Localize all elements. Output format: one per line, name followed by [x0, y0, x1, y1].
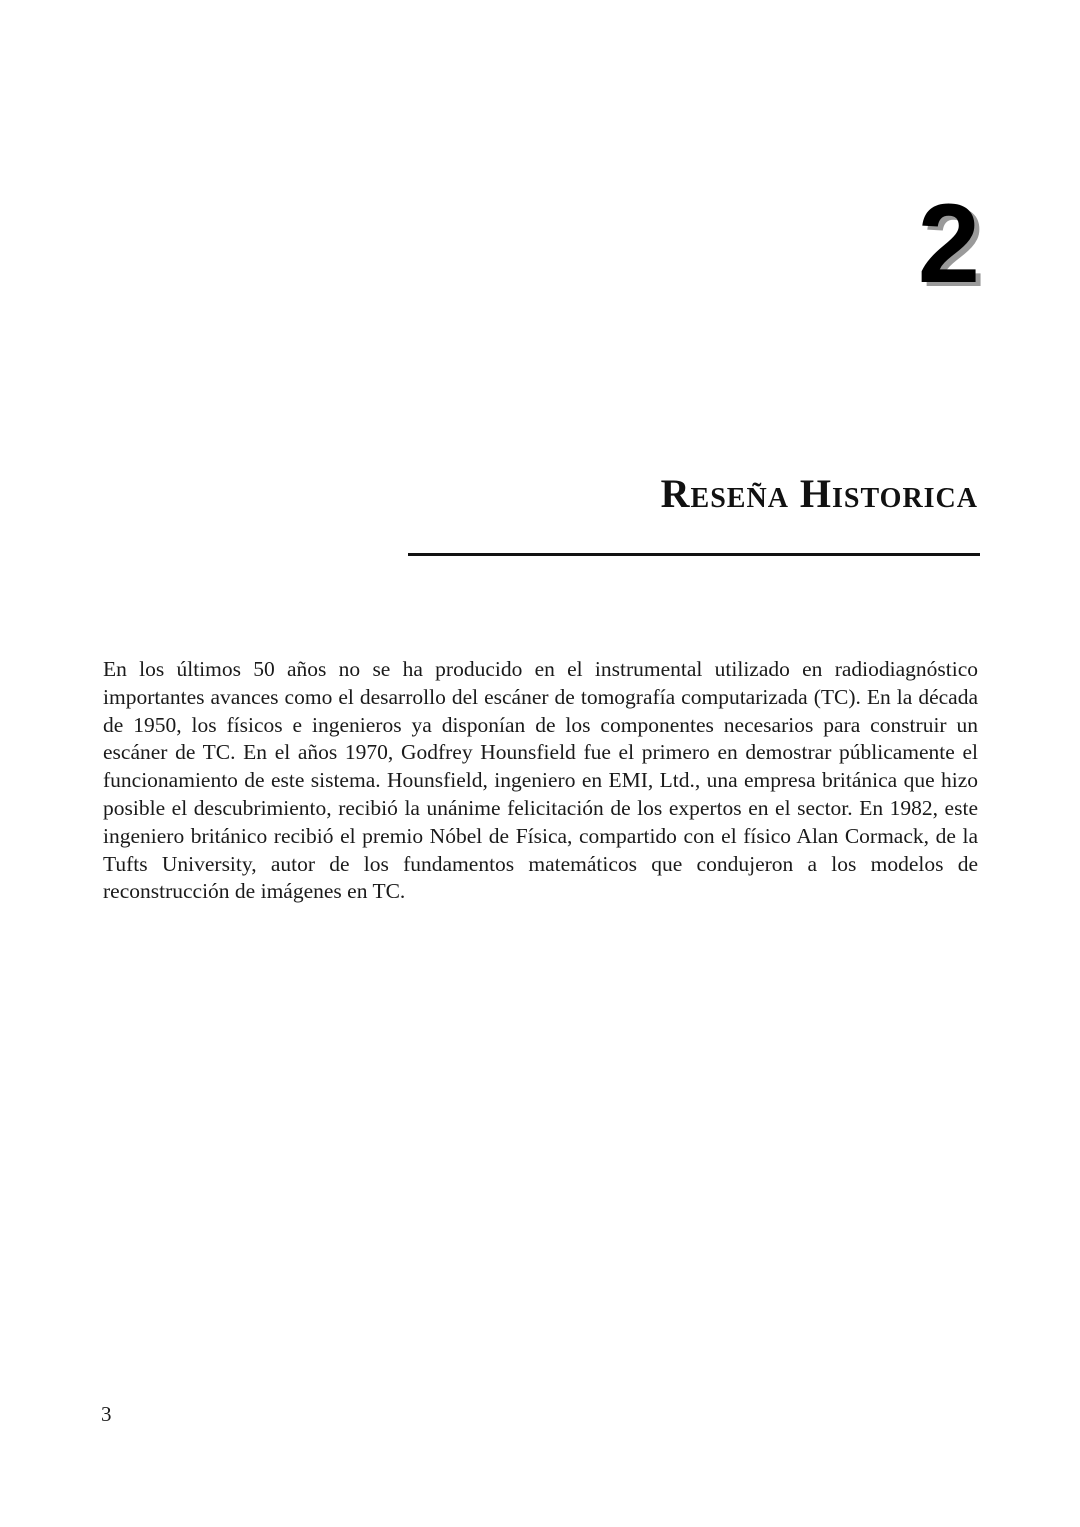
body-paragraph: En los últimos 50 años no se ha producido en el instrumental utilizado en radiodiagnóstico importantes avances como el desarrollo del escáner de tomografía computarizada (TC). En la década de 1950, los físicos e ingenieros ya disponían de los componentes necesarios para construir un escáner de TC. En el años 1970, Godfrey Hounsfield fue el primero en demostrar públicamente el funcionamiento de este sistema. Hounsfield, ingeniero en EMI, Ltd., una empresa británica que hizo posible el descubrimiento, recibió la unánime felicitación de los expertos en el sector. En 1982, este ingeniero británico recibió el premio Nóbel de Física, compartido con el físico Alan Cormack, de la Tufts University, autor de los fundamentos matemáticos que condujeron a los modelos de reconstrucción de imágenes en TC. [103, 657, 978, 904]
chapter-number: 2 [917, 181, 980, 306]
title-underline-rule [408, 553, 980, 556]
page-number: 3 [101, 1402, 112, 1426]
chapter-title: Reseña Historica [660, 471, 978, 516]
